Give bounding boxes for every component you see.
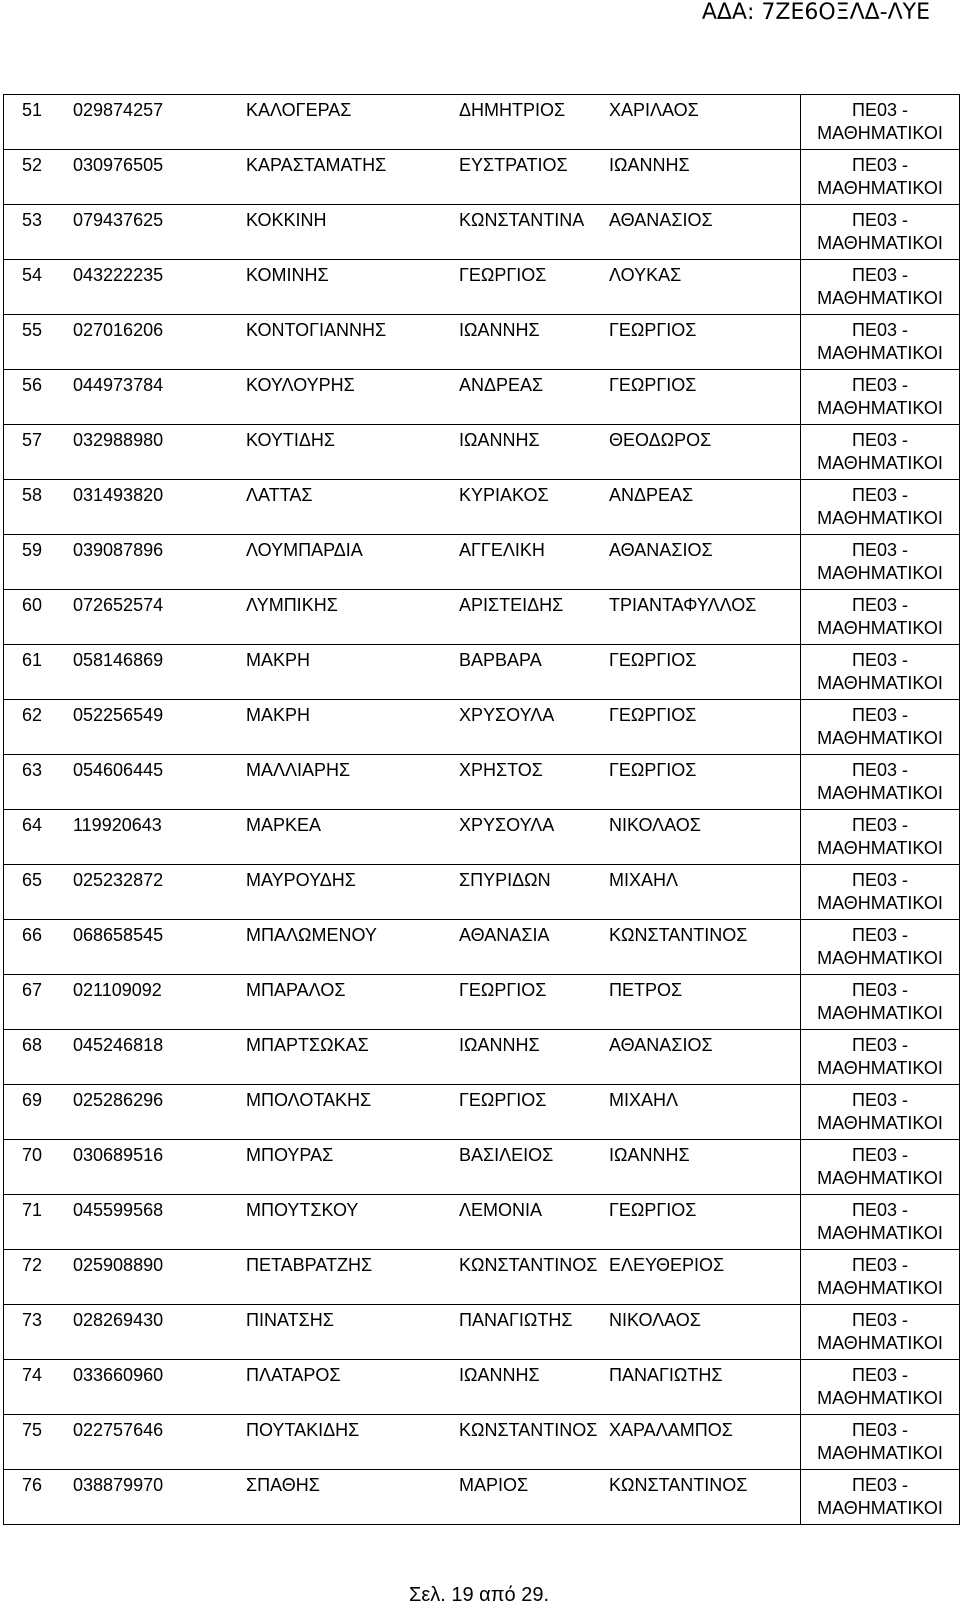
first-name: ΜΑΡΙΟΣ — [459, 1475, 529, 1495]
father-name: ΧΑΡΑΛΑΜΠΟΣ — [609, 1420, 733, 1440]
registry-number: 043222235 — [73, 265, 164, 285]
first-name: ΓΕΩΡΓΙΟΣ — [459, 1090, 547, 1110]
person-cell — [4, 150, 801, 205]
specialty-cell — [801, 535, 960, 590]
specialty-name: ΜΑΘΗΜΑΤΙΚΟΙ — [817, 948, 943, 968]
table-row — [4, 865, 960, 920]
specialty-cell — [801, 1415, 960, 1470]
specialty-cell — [801, 1360, 960, 1415]
specialty-cell — [801, 1305, 960, 1360]
registry-number: 058146869 — [73, 650, 164, 670]
specialty-code: ΠΕ03 - — [851, 870, 909, 890]
row-number: 66 — [22, 925, 43, 945]
first-name: ΧΡΥΣΟΥΛΑ — [459, 815, 555, 835]
row-number: 69 — [22, 1090, 43, 1110]
first-name: ΚΩΝΣΤΑΝΤΙΝΟΣ — [459, 1420, 598, 1440]
first-name: ΚΩΝΣΤΑΝΤΙΝΟΣ — [459, 1255, 598, 1275]
first-name: ΣΠΥΡΙΔΩΝ — [459, 870, 551, 890]
registry-number: 025232872 — [73, 870, 164, 890]
father-name: ΑΝΔΡΕΑΣ — [609, 485, 694, 505]
person-cell — [4, 260, 801, 315]
father-name: ΚΩΝΣΤΑΝΤΙΝΟΣ — [609, 1475, 748, 1495]
specialty-cell — [801, 1030, 960, 1085]
specialty-code: ΠΕ03 - — [851, 375, 909, 395]
row-number: 73 — [22, 1310, 43, 1330]
table-row — [4, 1085, 960, 1140]
registry-number: 079437625 — [73, 210, 164, 230]
person-cell — [4, 865, 801, 920]
father-name: ΝΙΚΟΛΑΟΣ — [609, 1310, 701, 1330]
specialty-code: ΠΕ03 - — [851, 760, 909, 780]
row-number: 56 — [22, 375, 43, 395]
row-number: 72 — [22, 1255, 43, 1275]
specialty-cell — [801, 755, 960, 810]
registry-number: 025908890 — [73, 1255, 164, 1275]
specialty-cell — [801, 975, 960, 1030]
specialty-name: ΜΑΘΗΜΑΤΙΚΟΙ — [817, 563, 943, 583]
specialty-cell — [801, 480, 960, 535]
father-name: ΘΕΟΔΩΡΟΣ — [609, 430, 712, 450]
row-number: 76 — [22, 1475, 43, 1495]
person-cell — [4, 590, 801, 645]
father-name: ΜΙΧΑΗΛ — [609, 870, 679, 890]
specialty-cell — [801, 700, 960, 755]
specialty-cell — [801, 315, 960, 370]
specialty-name: ΜΑΘΗΜΑΤΙΚΟΙ — [817, 1498, 943, 1518]
specialty-name: ΜΑΘΗΜΑΤΙΚΟΙ — [817, 343, 943, 363]
registry-number: 045246818 — [73, 1035, 164, 1055]
first-name: ΙΩΑΝΝΗΣ — [459, 320, 540, 340]
first-name: ΑΓΓΕΛΙΚΗ — [459, 540, 545, 560]
father-name: ΠΕΤΡΟΣ — [609, 980, 683, 1000]
table-row — [4, 370, 960, 425]
row-number: 71 — [22, 1200, 43, 1220]
surname: ΜΠΑΡΤΣΩΚΑΣ — [246, 1035, 369, 1055]
specialty-name: ΜΑΘΗΜΑΤΙΚΟΙ — [817, 673, 943, 693]
registry-number: 031493820 — [73, 485, 164, 505]
registry-number: 030689516 — [73, 1145, 164, 1165]
row-number: 62 — [22, 705, 43, 725]
surname: ΠΟΥΤΑΚΙΔΗΣ — [246, 1420, 360, 1440]
candidates-table — [3, 94, 960, 1525]
table-row — [4, 95, 960, 150]
specialty-code: ΠΕ03 - — [851, 265, 909, 285]
registry-number: 021109092 — [73, 980, 162, 1000]
row-number: 67 — [22, 980, 43, 1000]
person-cell — [4, 1470, 801, 1525]
surname: ΜΑΡΚΕΑ — [246, 815, 322, 835]
surname: ΠΛΑΤΑΡΟΣ — [246, 1365, 341, 1385]
registry-number: 029874257 — [73, 100, 164, 120]
specialty-cell — [801, 95, 960, 150]
father-name: ΚΩΝΣΤΑΝΤΙΝΟΣ — [609, 925, 748, 945]
surname: ΚΟΝΤΟΓΙΑΝΝΗΣ — [246, 320, 387, 340]
person-cell — [4, 95, 801, 150]
person-cell — [4, 810, 801, 865]
specialty-cell — [801, 1470, 960, 1525]
person-cell — [4, 1250, 801, 1305]
registry-number: 033660960 — [73, 1365, 164, 1385]
person-cell — [4, 1415, 801, 1470]
specialty-cell — [801, 1140, 960, 1195]
specialty-name: ΜΑΘΗΜΑΤΙΚΟΙ — [817, 838, 943, 858]
specialty-name: ΜΑΘΗΜΑΤΙΚΟΙ — [817, 453, 943, 473]
father-name: ΤΡΙΑΝΤΑΦΥΛΛΟΣ — [609, 595, 757, 615]
table-row — [4, 810, 960, 865]
specialty-cell — [801, 1085, 960, 1140]
father-name: ΑΘΑΝΑΣΙΟΣ — [609, 1035, 713, 1055]
row-number: 53 — [22, 210, 43, 230]
surname: ΚΟΜΙΝΗΣ — [246, 265, 329, 285]
surname: ΛΟΥΜΠΑΡΔΙΑ — [246, 540, 363, 560]
surname: ΚΑΡΑΣΤΑΜΑΤΗΣ — [246, 155, 387, 175]
registry-number: 022757646 — [73, 1420, 164, 1440]
table-row — [4, 1305, 960, 1360]
specialty-code: ΠΕ03 - — [851, 1365, 909, 1385]
row-number: 74 — [22, 1365, 43, 1385]
table-row — [4, 1250, 960, 1305]
row-number: 60 — [22, 595, 43, 615]
registry-number: 072652574 — [73, 595, 164, 615]
specialty-cell — [801, 1195, 960, 1250]
specialty-cell — [801, 810, 960, 865]
surname: ΜΠΟΥΡΑΣ — [246, 1145, 334, 1165]
registry-number: 045599568 — [73, 1200, 164, 1220]
specialty-code: ΠΕ03 - — [851, 1420, 909, 1440]
table-row — [4, 1195, 960, 1250]
specialty-name: ΜΑΘΗΜΑΤΙΚΟΙ — [817, 1278, 943, 1298]
first-name: ΒΑΣΙΛΕΙΟΣ — [459, 1145, 554, 1165]
specialty-code: ΠΕ03 - — [851, 1035, 909, 1055]
specialty-code: ΠΕ03 - — [851, 815, 909, 835]
surname: ΠΙΝΑΤΣΗΣ — [246, 1310, 334, 1330]
first-name: ΧΡΗΣΤΟΣ — [459, 760, 543, 780]
father-name: ΓΕΩΡΓΙΟΣ — [609, 760, 697, 780]
specialty-name: ΜΑΘΗΜΑΤΙΚΟΙ — [817, 288, 943, 308]
specialty-name: ΜΑΘΗΜΑΤΙΚΟΙ — [817, 508, 943, 528]
row-number: 65 — [22, 870, 43, 890]
row-number: 64 — [22, 815, 43, 835]
surname: ΚΟΥΤΙΔΗΣ — [246, 430, 336, 450]
person-cell — [4, 1030, 801, 1085]
registry-number: 027016206 — [73, 320, 164, 340]
father-name: ΠΑΝΑΓΙΩΤΗΣ — [609, 1365, 723, 1385]
surname: ΜΠΟΛΟΤΑΚΗΣ — [246, 1090, 372, 1110]
specialty-code: ΠΕ03 - — [851, 210, 909, 230]
person-cell — [4, 205, 801, 260]
registry-number: 028269430 — [73, 1310, 164, 1330]
table-row — [4, 480, 960, 535]
first-name: ΧΡΥΣΟΥΛΑ — [459, 705, 555, 725]
row-number: 61 — [22, 650, 43, 670]
row-number: 54 — [22, 265, 43, 285]
registry-number: 038879970 — [73, 1475, 164, 1495]
row-number: 55 — [22, 320, 43, 340]
specialty-name: ΜΑΘΗΜΑΤΙΚΟΙ — [817, 1443, 943, 1463]
first-name: ΓΕΩΡΓΙΟΣ — [459, 265, 547, 285]
surname: ΚΟΥΛΟΥΡΗΣ — [246, 375, 355, 395]
table-row — [4, 425, 960, 480]
specialty-cell — [801, 590, 960, 645]
table-row — [4, 920, 960, 975]
person-cell — [4, 1140, 801, 1195]
first-name: ΚΩΝΣΤΑΝΤΙΝΑ — [459, 210, 585, 230]
specialty-name: ΜΑΘΗΜΑΤΙΚΟΙ — [817, 1113, 943, 1133]
table-row — [4, 755, 960, 810]
specialty-code: ΠΕ03 - — [851, 1200, 909, 1220]
specialty-cell — [801, 150, 960, 205]
first-name: ΙΩΑΝΝΗΣ — [459, 1365, 540, 1385]
row-number: 58 — [22, 485, 43, 505]
first-name: ΑΡΙΣΤΕΙΔΗΣ — [459, 595, 564, 615]
surname: ΜΑΥΡΟΥΔΗΣ — [246, 870, 356, 890]
row-number: 75 — [22, 1420, 43, 1440]
surname: ΜΠΑΛΩΜΕΝΟΥ — [246, 925, 377, 945]
first-name: ΕΥΣΤΡΑΤΙΟΣ — [459, 155, 568, 175]
row-number: 59 — [22, 540, 43, 560]
registry-number: 039087896 — [73, 540, 164, 560]
row-number: 70 — [22, 1145, 43, 1165]
father-name: ΧΑΡΙΛΑΟΣ — [609, 100, 699, 120]
registry-number: 025286296 — [73, 1090, 164, 1110]
surname: ΜΠΟΥΤΣΚΟΥ — [246, 1200, 359, 1220]
surname: ΣΠΑΘΗΣ — [246, 1475, 320, 1495]
specialty-name: ΜΑΘΗΜΑΤΙΚΟΙ — [817, 233, 943, 253]
specialty-code: ΠΕ03 - — [851, 430, 909, 450]
page-number — [0, 1582, 960, 1608]
person-cell — [4, 1305, 801, 1360]
father-name: ΑΘΑΝΑΣΙΟΣ — [609, 540, 713, 560]
father-name: ΓΕΩΡΓΙΟΣ — [609, 320, 697, 340]
registry-number: 068658545 — [73, 925, 164, 945]
registry-number: 119920643 — [73, 815, 162, 835]
specialty-cell — [801, 425, 960, 480]
specialty-name: ΜΑΘΗΜΑΤΙΚΟΙ — [817, 123, 943, 143]
specialty-name: ΜΑΘΗΜΑΤΙΚΟΙ — [817, 618, 943, 638]
specialty-code: ΠΕ03 - — [851, 320, 909, 340]
row-number: 63 — [22, 760, 43, 780]
page-number-label: Σελ. 19 από 29. — [408, 1584, 550, 1606]
specialty-code: ΠΕ03 - — [851, 1475, 909, 1495]
specialty-code: ΠΕ03 - — [851, 155, 909, 175]
surname: ΚΑΛΟΓΕΡΑΣ — [246, 100, 352, 120]
candidates-table-body — [4, 95, 960, 1525]
table-row — [4, 1140, 960, 1195]
ada-code: ΑΔΑ: 7ΖΕ6ΟΞΛΔ-ΛΥΕ — [701, 0, 930, 25]
first-name: ΚΥΡΙΑΚΟΣ — [459, 485, 549, 505]
specialty-cell — [801, 645, 960, 700]
table-row — [4, 1030, 960, 1085]
specialty-cell — [801, 865, 960, 920]
surname: ΜΠΑΡΑΛΟΣ — [246, 980, 346, 1000]
specialty-code: ΠΕ03 - — [851, 485, 909, 505]
specialty-code: ΠΕ03 - — [851, 1145, 909, 1165]
person-cell — [4, 1085, 801, 1140]
father-name: ΜΙΧΑΗΛ — [609, 1090, 679, 1110]
table-row — [4, 205, 960, 260]
father-name: ΓΕΩΡΓΙΟΣ — [609, 1200, 697, 1220]
first-name: ΛΕΜΟΝΙΑ — [459, 1200, 543, 1220]
surname: ΛΑΤΤΑΣ — [246, 485, 313, 505]
person-cell — [4, 975, 801, 1030]
table-row — [4, 150, 960, 205]
row-number: 52 — [22, 155, 43, 175]
specialty-name: ΜΑΘΗΜΑΤΙΚΟΙ — [817, 1388, 943, 1408]
surname: ΜΑΚΡΗ — [246, 650, 311, 670]
registry-number: 052256549 — [73, 705, 164, 725]
person-cell — [4, 1195, 801, 1250]
person-cell — [4, 425, 801, 480]
father-name: ΓΕΩΡΓΙΟΣ — [609, 705, 697, 725]
specialty-cell — [801, 920, 960, 975]
specialty-name: ΜΑΘΗΜΑΤΙΚΟΙ — [817, 1333, 943, 1353]
person-cell — [4, 370, 801, 425]
table-row — [4, 590, 960, 645]
first-name: ΑΝΔΡΕΑΣ — [459, 375, 544, 395]
registry-number: 032988980 — [73, 430, 164, 450]
person-cell — [4, 480, 801, 535]
first-name: ΑΘΑΝΑΣΙΑ — [459, 925, 550, 945]
specialty-name: ΜΑΘΗΜΑΤΙΚΟΙ — [817, 1168, 943, 1188]
first-name: ΙΩΑΝΝΗΣ — [459, 430, 540, 450]
specialty-code: ΠΕ03 - — [851, 1310, 909, 1330]
table-row — [4, 645, 960, 700]
row-number: 68 — [22, 1035, 43, 1055]
row-number: 51 — [22, 100, 43, 120]
specialty-cell — [801, 260, 960, 315]
person-cell — [4, 755, 801, 810]
specialty-name: ΜΑΘΗΜΑΤΙΚΟΙ — [817, 1003, 943, 1023]
table-row — [4, 1470, 960, 1525]
specialty-code: ΠΕ03 - — [851, 540, 909, 560]
specialty-code: ΠΕ03 - — [851, 925, 909, 945]
person-cell — [4, 1360, 801, 1415]
table-row — [4, 1360, 960, 1415]
person-cell — [4, 645, 801, 700]
specialty-name: ΜΑΘΗΜΑΤΙΚΟΙ — [817, 728, 943, 748]
first-name: ΒΑΡΒΑΡΑ — [459, 650, 542, 670]
father-name: ΓΕΩΡΓΙΟΣ — [609, 375, 697, 395]
row-number: 57 — [22, 430, 43, 450]
specialty-name: ΜΑΘΗΜΑΤΙΚΟΙ — [817, 893, 943, 913]
registry-number: 030976505 — [73, 155, 164, 175]
table-row — [4, 535, 960, 590]
father-name: ΙΩΑΝΝΗΣ — [609, 155, 690, 175]
person-cell — [4, 535, 801, 590]
first-name: ΙΩΑΝΝΗΣ — [459, 1035, 540, 1055]
father-name: ΝΙΚΟΛΑΟΣ — [609, 815, 701, 835]
person-cell — [4, 315, 801, 370]
specialty-cell — [801, 370, 960, 425]
table-row — [4, 260, 960, 315]
specialty-code: ΠΕ03 - — [851, 100, 909, 120]
specialty-code: ΠΕ03 - — [851, 1255, 909, 1275]
specialty-name: ΜΑΘΗΜΑΤΙΚΟΙ — [817, 783, 943, 803]
specialty-cell — [801, 1250, 960, 1305]
registry-number: 054606445 — [73, 760, 164, 780]
father-name: ΙΩΑΝΝΗΣ — [609, 1145, 690, 1165]
specialty-cell — [801, 205, 960, 260]
table-row — [4, 1415, 960, 1470]
surname: ΛΥΜΠΙΚΗΣ — [246, 595, 338, 615]
table-row — [4, 315, 960, 370]
surname: ΜΑΛΛΙΑΡΗΣ — [246, 760, 351, 780]
specialty-code: ΠΕ03 - — [851, 650, 909, 670]
specialty-name: ΜΑΘΗΜΑΤΙΚΟΙ — [817, 178, 943, 198]
father-name: ΑΘΑΝΑΣΙΟΣ — [609, 210, 713, 230]
father-name: ΕΛΕΥΘΕΡΙΟΣ — [609, 1255, 725, 1275]
specialty-name: ΜΑΘΗΜΑΤΙΚΟΙ — [817, 1058, 943, 1078]
first-name: ΠΑΝΑΓΙΩΤΗΣ — [459, 1310, 573, 1330]
surname: ΚΟΚΚΙΝΗ — [246, 210, 327, 230]
surname: ΜΑΚΡΗ — [246, 705, 311, 725]
specialty-code: ΠΕ03 - — [851, 980, 909, 1000]
specialty-name: ΜΑΘΗΜΑΤΙΚΟΙ — [817, 1223, 943, 1243]
person-cell — [4, 920, 801, 975]
first-name: ΓΕΩΡΓΙΟΣ — [459, 980, 547, 1000]
specialty-code: ΠΕ03 - — [851, 1090, 909, 1110]
first-name: ΔΗΜΗΤΡΙΟΣ — [459, 100, 566, 120]
table-row — [4, 700, 960, 755]
registry-number: 044973784 — [73, 375, 164, 395]
father-name: ΓΕΩΡΓΙΟΣ — [609, 650, 697, 670]
person-cell — [4, 700, 801, 755]
specialty-name: ΜΑΘΗΜΑΤΙΚΟΙ — [817, 398, 943, 418]
table-row — [4, 975, 960, 1030]
surname: ΠΕΤΑΒΡΑΤΖΗΣ — [246, 1255, 373, 1275]
specialty-code: ΠΕ03 - — [851, 705, 909, 725]
father-name: ΛΟΥΚΑΣ — [609, 265, 682, 285]
specialty-code: ΠΕ03 - — [851, 595, 909, 615]
